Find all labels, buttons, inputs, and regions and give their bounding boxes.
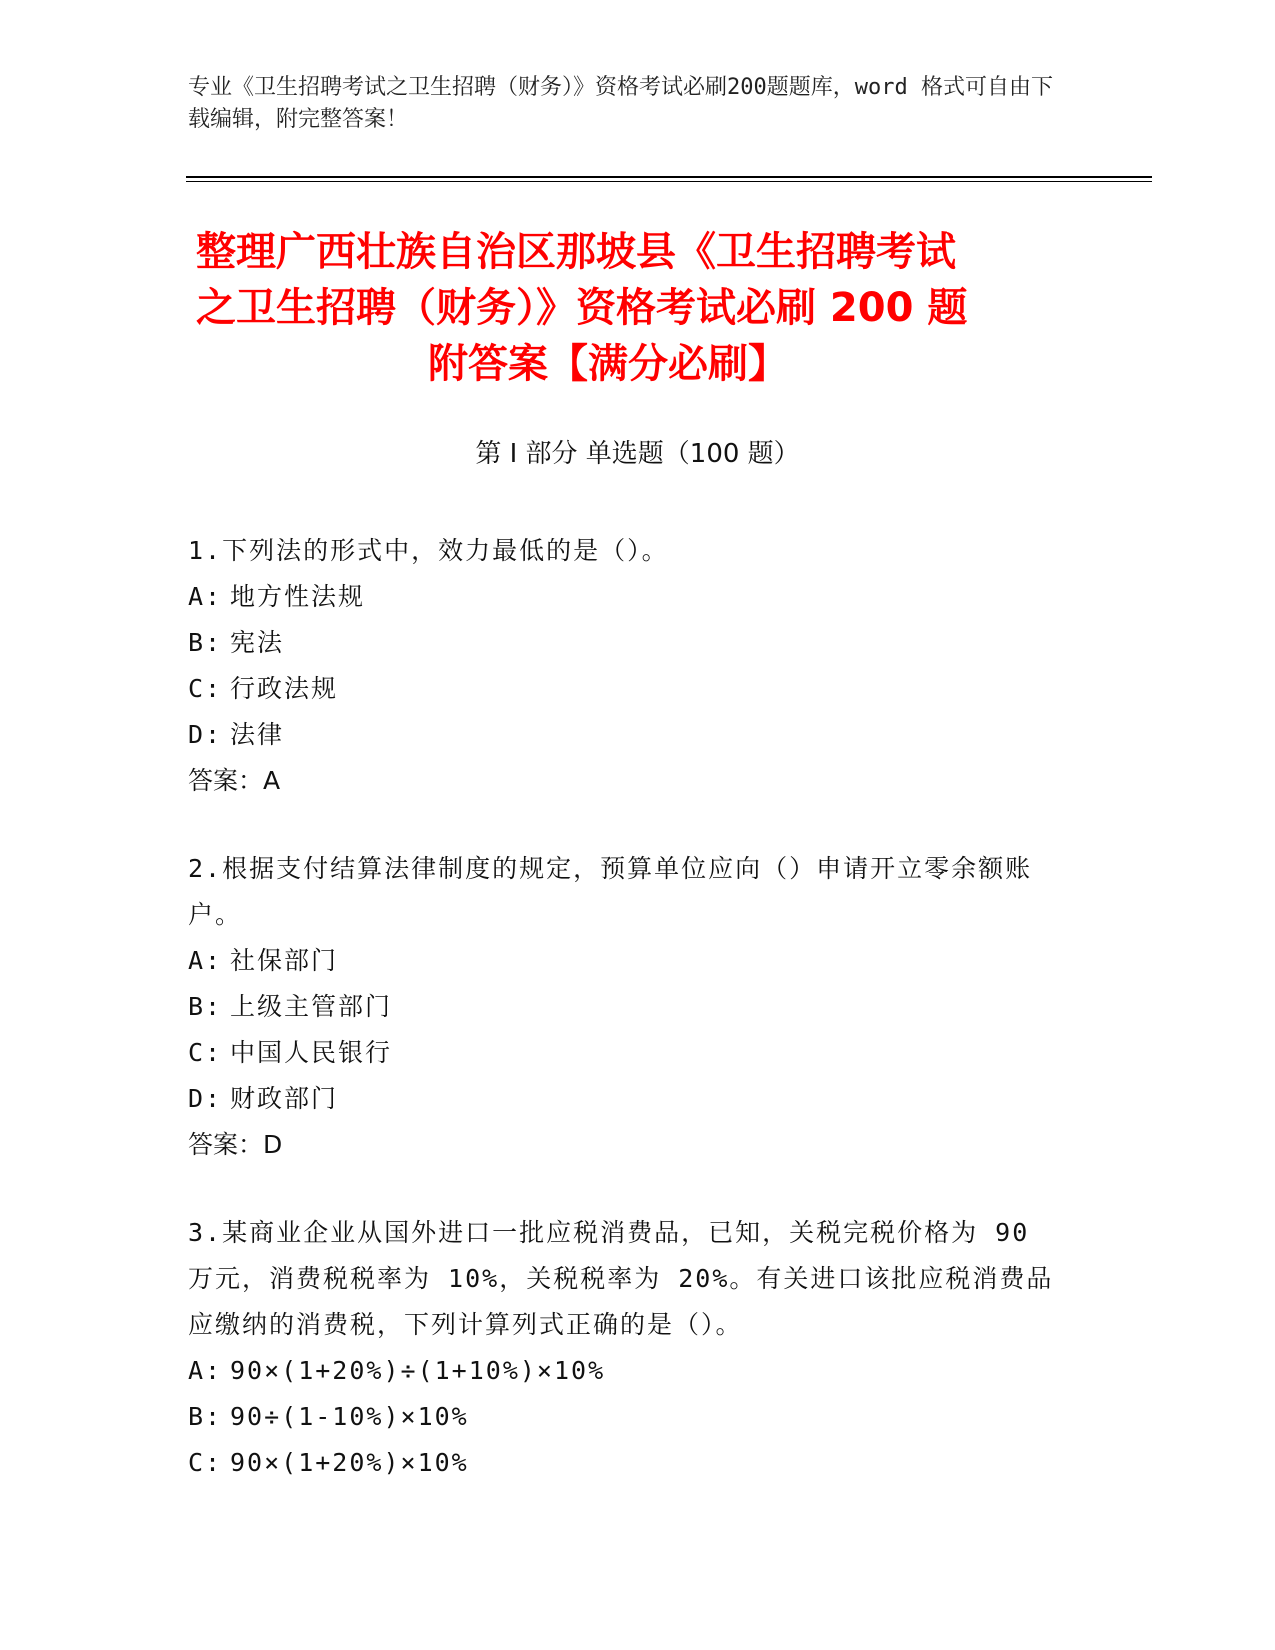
- option-a: [188, 574, 1068, 620]
- option-c: [188, 666, 1068, 712]
- option-letter: D:: [188, 720, 223, 749]
- question-2: [188, 846, 1068, 1168]
- header-note: 专业《卫生招聘考试之卫生招聘（财务）》资格考试必刷200题题库，word 格式可自由下载编辑，附完整答案！: [188, 75, 1053, 132]
- option-letter: C:: [188, 1448, 223, 1477]
- option-text: 行政法规: [230, 674, 339, 703]
- question-list: [188, 528, 1068, 1528]
- option-letter: B:: [188, 992, 223, 1021]
- header-rule-thick: [186, 176, 1152, 178]
- option-letter: B:: [188, 1402, 223, 1431]
- option-letter: A:: [188, 946, 223, 975]
- option-text: 90×(1+20%)×10%: [230, 1448, 469, 1477]
- question-stem: 3.某商业企业从国外进口一批应税消费品，已知，关税完税价格为 90 万元，消费税税率为 10%，关税税率为 20%。有关进口该批应税消费品应缴纳的消费税，下列计算列式正确的是（）。: [188, 1218, 1054, 1339]
- option-text: 宪法: [230, 628, 285, 657]
- option-text: 法律: [230, 720, 285, 749]
- option-b: [188, 1394, 1068, 1440]
- option-text: 财政部门: [230, 1084, 339, 1113]
- document-title: [196, 224, 1076, 392]
- option-d: [188, 1076, 1068, 1122]
- section-heading: 第 I 部分 单选题（100 题）: [475, 439, 800, 469]
- question-stem: 2.根据支付结算法律制度的规定，预算单位应向（）申请开立零余额账户。: [188, 854, 1033, 929]
- option-letter: A:: [188, 1356, 223, 1385]
- question-3: [188, 1210, 1068, 1486]
- option-text: 社保部门: [230, 946, 339, 975]
- option-b: [188, 620, 1068, 666]
- option-text: 90÷(1-10%)×10%: [230, 1402, 469, 1431]
- option-b: [188, 984, 1068, 1030]
- title-line-3: 附答案【满分必刷】: [428, 341, 788, 387]
- answer-line: 答案：A: [188, 766, 281, 795]
- option-d: [188, 712, 1068, 758]
- option-letter: A:: [188, 582, 223, 611]
- option-text: 上级主管部门: [230, 992, 393, 1021]
- option-c: [188, 1440, 1068, 1486]
- question-1: [188, 528, 1068, 804]
- title-line-2: 之卫生招聘（财务）》资格考试必刷 200 题: [196, 285, 968, 331]
- option-a: [188, 1348, 1068, 1394]
- option-c: [188, 1030, 1068, 1076]
- option-letter: C:: [188, 674, 223, 703]
- option-text: 地方性法规: [230, 582, 366, 611]
- answer-line: 答案：D: [188, 1130, 283, 1159]
- option-letter: D:: [188, 1084, 223, 1113]
- header-rule-thin: [186, 181, 1152, 182]
- option-text: 中国人民银行: [230, 1038, 393, 1067]
- option-text: 90×(1+20%)÷(1+10%)×10%: [230, 1356, 606, 1385]
- title-line-1: 整理广西壮族自治区那坡县《卫生招聘考试: [196, 229, 956, 275]
- option-a: [188, 938, 1068, 984]
- option-letter: B:: [188, 628, 223, 657]
- option-letter: C:: [188, 1038, 223, 1067]
- question-stem: 1.下列法的形式中，效力最低的是（）。: [188, 536, 669, 565]
